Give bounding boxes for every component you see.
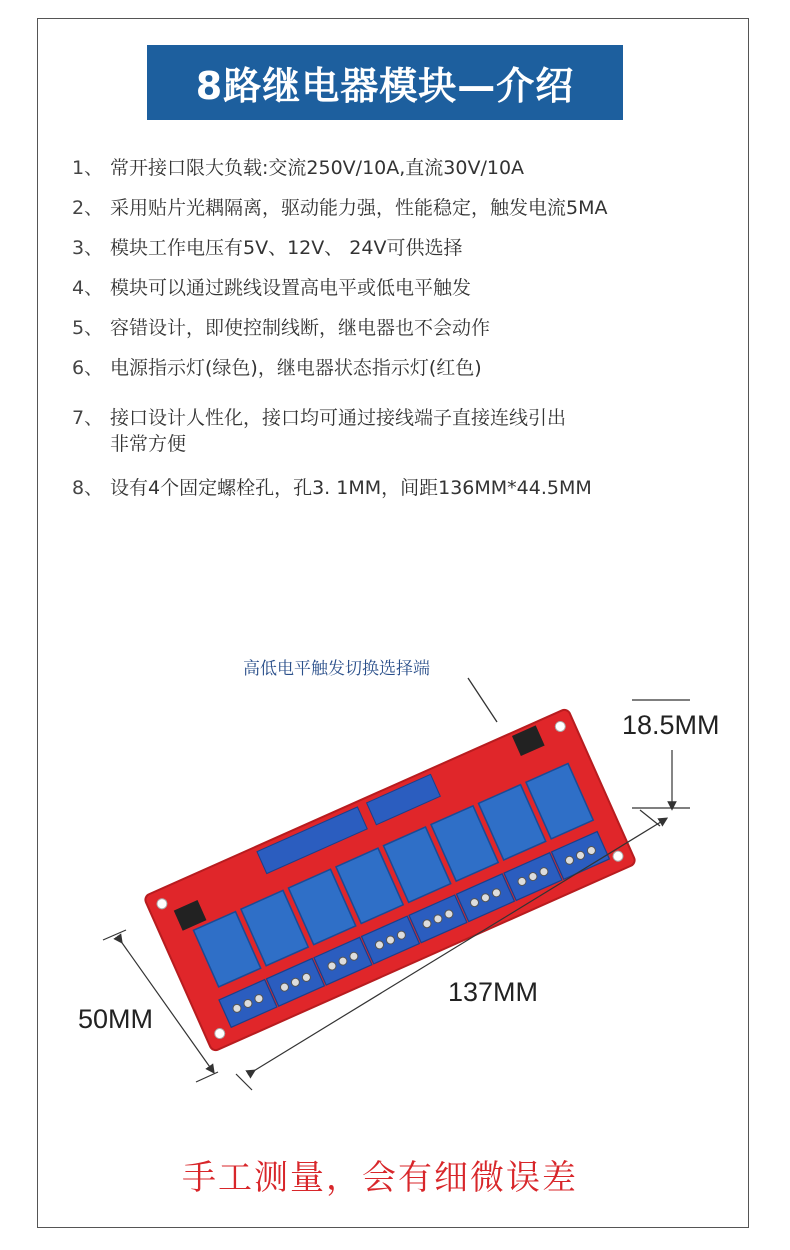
- feature-item: 2、 采用贴片光耦隔离，驱动能力强，性能稳定，触发电流5MA: [72, 197, 608, 219]
- jumper-label: 高低电平触发切换选择端: [243, 659, 430, 679]
- feature-item: 3、 模块工作电压有5V、12V、 24V可供选择: [72, 237, 463, 259]
- feature-item: 8、 设有4个固定螺栓孔，孔3. 1MM，间距136MM*44.5MM: [72, 477, 592, 499]
- height-label: 18.5MM: [622, 710, 720, 740]
- feature-item: 5、 容错设计，即使控制线断，继电器也不会动作: [72, 317, 491, 339]
- feature-item: 1、 常开接口限大负载:交流250V/10A,直流30V/10A: [72, 157, 525, 179]
- label-pointer-line: [468, 678, 497, 722]
- width-label: 50MM: [78, 1004, 154, 1034]
- measurement-note: 手工测量，会有细微误差: [182, 1158, 578, 1198]
- feature-item: 7、 接口设计人性化，接口均可通过接线端子直接连线引出 非常方便: [72, 407, 567, 455]
- page-title: 8路继电器模块—介绍: [195, 64, 575, 108]
- length-label: 137MM: [448, 977, 539, 1007]
- feature-item: 6、 电源指示灯(绿色)，继电器状态指示灯(红色): [72, 357, 482, 379]
- feature-item: 4、 模块可以通过跳线设置高电平或低电平触发: [72, 277, 472, 299]
